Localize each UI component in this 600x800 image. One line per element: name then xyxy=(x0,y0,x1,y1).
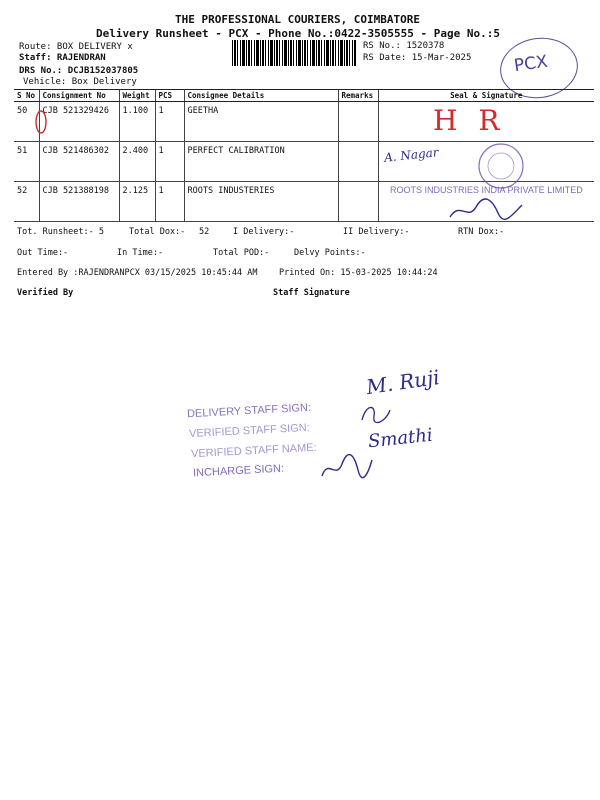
cell-consignee: ROOTS INDUSTERIES xyxy=(184,182,338,222)
rtn-dox: RTN Dox:- xyxy=(458,227,505,237)
cell-sno: 51 xyxy=(14,142,39,182)
cell-consignment: CJB 521486302 xyxy=(39,142,119,182)
vehicle-label: Vehicle: Box Delivery xyxy=(23,77,137,87)
table-header-row xyxy=(14,90,594,102)
out-time: Out Time:- xyxy=(17,248,69,258)
red-initials: H R xyxy=(433,104,506,137)
cell-remarks xyxy=(338,142,378,182)
signature-a-nagar: A. Nagar xyxy=(383,145,440,165)
cell-pcs: 1 xyxy=(155,102,184,142)
rs-number: RS No.: 1520378 xyxy=(363,41,445,51)
col-seal: Seal & Signature xyxy=(378,90,594,102)
total-dox-label: Total Dox:- xyxy=(129,227,186,237)
col-pcs: PCS xyxy=(155,90,184,102)
stamp-delivery-staff: DELIVERY STAFF SIGN: xyxy=(186,401,312,421)
cell-remarks xyxy=(338,182,378,222)
roots-company-stamp: ROOTS INDUSTRIES INDIA PRIVATE LIMITED xyxy=(390,185,583,195)
cell-sno: 50 xyxy=(14,102,39,142)
total-pod: Total POD:- xyxy=(213,248,270,258)
pcx-stamp-text: PCX xyxy=(512,51,550,77)
cell-weight: 1.100 xyxy=(119,102,155,142)
rs-date: RS Date: 15-Mar-2025 xyxy=(363,53,472,63)
drs-number: DRS No.: DCJB152037805 xyxy=(19,66,139,76)
col-remarks: Remarks xyxy=(338,90,378,102)
cell-pcs: 1 xyxy=(155,142,184,182)
total-dox-value: 52 xyxy=(199,227,210,237)
signature-m-ruji: M. Ruji xyxy=(364,364,442,400)
cell-remarks xyxy=(338,102,378,142)
col-consignee: Consignee Details xyxy=(184,90,338,102)
cell-consignee: PERFECT CALIBRATION xyxy=(184,142,338,182)
route-label: Route: BOX DELIVERY x xyxy=(19,42,133,52)
col-sno: S No xyxy=(14,90,39,102)
tot-runsheet: Tot. Runsheet:- 5 xyxy=(17,227,104,237)
cell-sno: 52 xyxy=(14,182,39,222)
table-row xyxy=(14,102,594,142)
barcode xyxy=(232,40,356,66)
cell-weight: 2.125 xyxy=(119,182,155,222)
staff-label: Staff: RAJENDRAN xyxy=(19,53,106,63)
stamp-incharge-sign: INCHARGE SIGN: xyxy=(192,462,285,480)
signature-initial-scribble xyxy=(356,400,396,430)
col-weight: Weight xyxy=(119,90,155,102)
cell-pcs: 1 xyxy=(155,182,184,222)
signature-smathi: Smathi xyxy=(367,424,434,453)
verified-by: Verified By xyxy=(17,288,74,298)
signature-scribble xyxy=(446,195,526,225)
in-time: In Time:- xyxy=(117,248,164,258)
i-delivery: I Delivery:- xyxy=(233,227,295,237)
round-company-seal xyxy=(476,141,526,191)
cell-consignment: CJB 521388198 xyxy=(39,182,119,222)
cell-weight: 2.400 xyxy=(119,142,155,182)
col-consignment: Consignment No xyxy=(39,90,119,102)
ii-delivery: II Delivery:- xyxy=(343,227,410,237)
delvy-points: Delvy Points:- xyxy=(294,248,366,258)
runsheet-title: Delivery Runsheet - PCX - Phone No.:0422-3505555 - Page No.:5 xyxy=(96,27,500,40)
red-circle-mark xyxy=(34,108,50,136)
printed-on: Printed On: 15-03-2025 10:44:24 xyxy=(279,268,438,278)
cell-consignee: GEETHA xyxy=(184,102,338,142)
cell-consignment: CJB 521329426 xyxy=(39,102,119,142)
entered-by: Entered By :RAJENDRANPCX 03/15/2025 10:45:44 AM xyxy=(17,268,258,278)
stamp-verified-staff-sign: VERIFIED STAFF SIGN: xyxy=(188,421,311,441)
staff-signature: Staff Signature xyxy=(273,288,350,298)
stamp-verified-staff-name: VERIFIED STAFF NAME: xyxy=(190,441,317,461)
incharge-signature-scribble xyxy=(318,452,374,484)
company-title: THE PROFESSIONAL COURIERS, COIMBATORE xyxy=(175,13,421,26)
